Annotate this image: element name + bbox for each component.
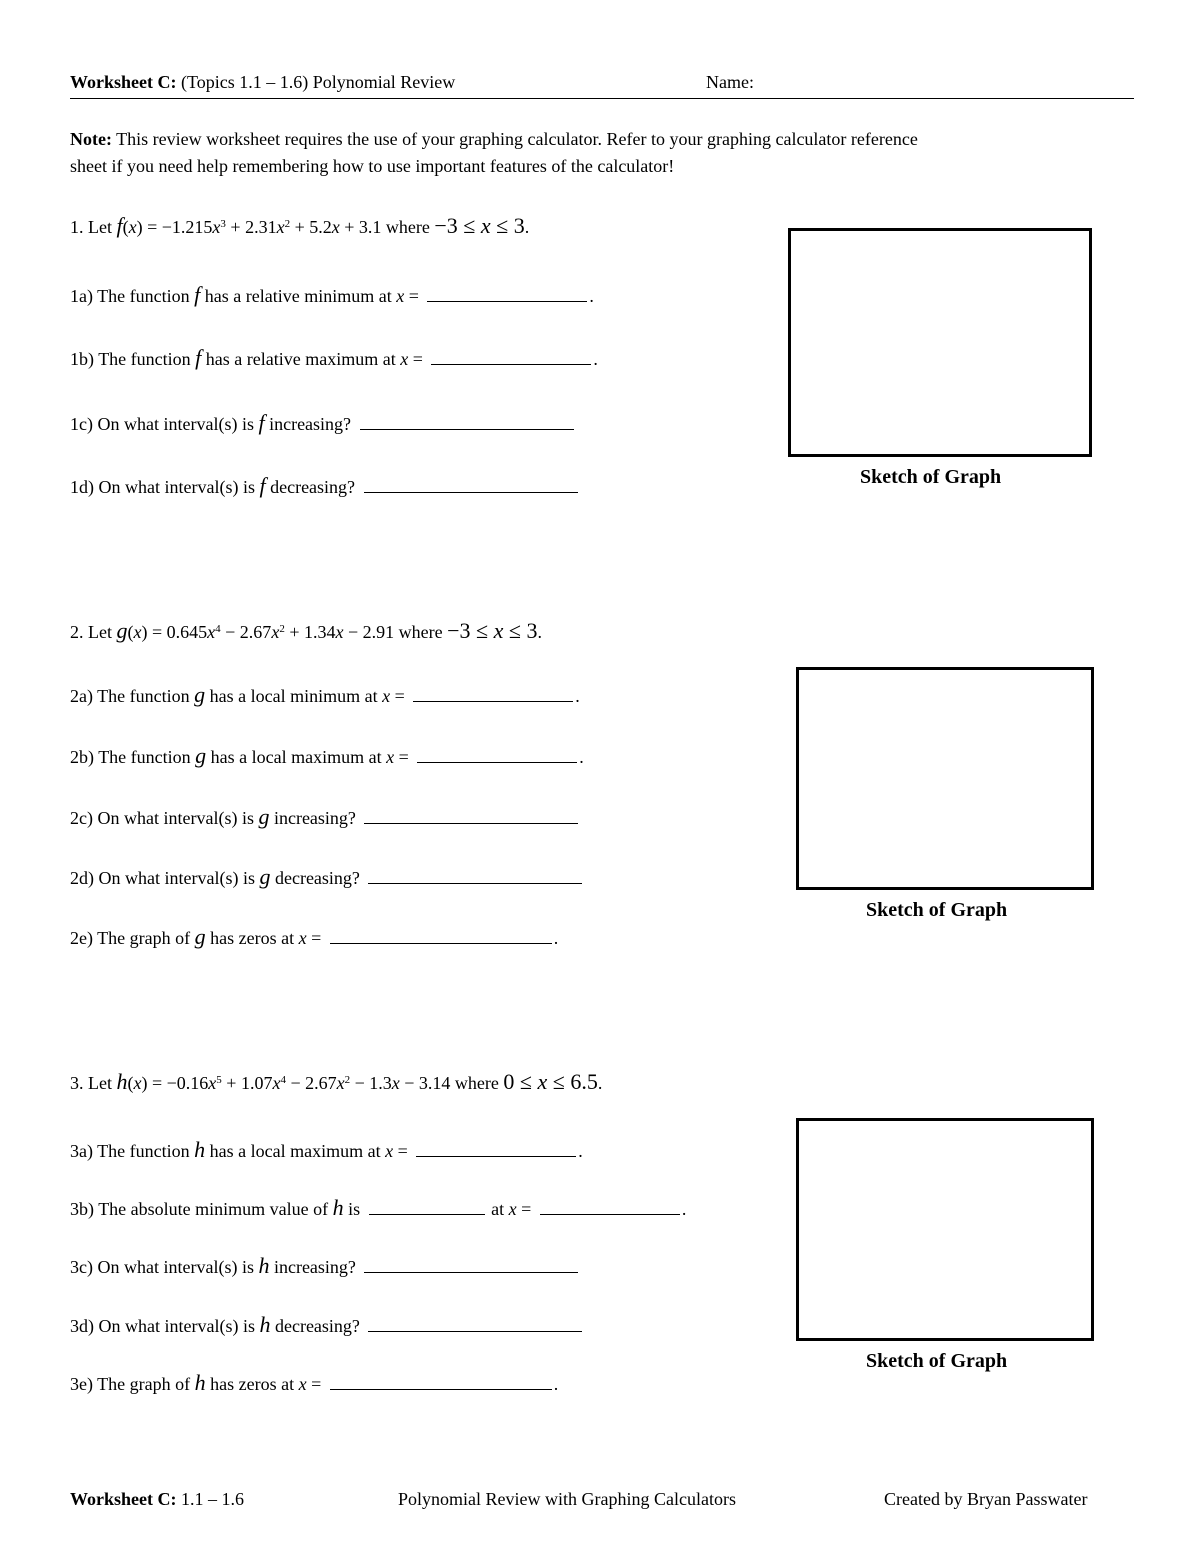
worksheet-title [70, 72, 455, 93]
note-line-1 [70, 129, 918, 150]
function-name: f [258, 410, 265, 435]
answer-blank-3b-value[interactable] [369, 1214, 485, 1215]
function-name: f [195, 345, 202, 370]
domain-upper: 6.5 [570, 1069, 598, 1094]
domain-lower: −3 [434, 213, 458, 238]
note-label: Note: [70, 129, 112, 149]
domain-upper: 3 [526, 618, 538, 643]
question-label: 1a) [70, 286, 93, 306]
question-text: On what interval(s) is [98, 1316, 255, 1336]
answer-blank-2a[interactable] [413, 701, 573, 702]
function-name: h [194, 1370, 206, 1395]
variable: x [298, 1374, 307, 1394]
equals-sign: = [412, 349, 423, 369]
domain-upper: 3 [513, 213, 525, 238]
answer-blank-2c[interactable] [364, 823, 578, 824]
answer-blank-3d[interactable] [368, 1331, 582, 1332]
question-text: The function [98, 747, 191, 767]
question-text: increasing? [273, 1257, 356, 1277]
answer-blank-1d[interactable] [364, 492, 578, 493]
where-word: where [454, 1073, 499, 1093]
function-name: h [259, 1312, 271, 1337]
equals-sign: = [521, 1199, 532, 1219]
question-text: On what interval(s) is [98, 477, 255, 497]
variable: x [508, 1199, 517, 1219]
question-3d [70, 1312, 584, 1338]
function-name: h [194, 1137, 206, 1162]
function-name: f [116, 213, 123, 238]
question-text: has a local minimum at [209, 686, 378, 706]
let-word: Let [88, 217, 112, 237]
function-name: g [116, 618, 128, 643]
footer-topics: 1.1 – 1.6 [181, 1489, 244, 1509]
question-text: The function [97, 686, 190, 706]
answer-blank-2b[interactable] [417, 762, 577, 763]
question-text: decreasing? [270, 477, 356, 497]
function-name: g [195, 743, 207, 768]
answer-blank-1c[interactable] [360, 429, 574, 430]
function-name: h [116, 1069, 128, 1094]
worksheet-title-label: Worksheet C: [70, 72, 177, 92]
question-1a: 1a) The function f has a relative minimum at x = . [70, 282, 594, 307]
question-text: has a local maximum at [210, 747, 382, 767]
question-text: The graph of [97, 1374, 191, 1394]
note-text-1: This review worksheet requires the use of your graphing calculator. Refer to your graphing calculator reference [116, 129, 918, 149]
question-text: increasing? [273, 808, 356, 828]
question-text: The function [97, 286, 190, 306]
question-1c [70, 410, 576, 436]
footer-worksheet-label: Worksheet C: [70, 1489, 177, 1509]
where-word: where [398, 622, 443, 642]
question-text: On what interval(s) is [97, 414, 254, 434]
function-name: g [258, 804, 270, 829]
question-text: has a relative maximum at [205, 349, 396, 369]
answer-blank-1a[interactable] [427, 301, 587, 302]
footer-right: Created by Bryan Passwater [884, 1489, 1088, 1509]
variable: x [386, 747, 395, 767]
question-2d [70, 864, 584, 890]
answer-blank-3e[interactable] [330, 1389, 552, 1390]
answer-blank-3c[interactable] [364, 1272, 578, 1273]
question-text: decreasing? [274, 1316, 360, 1336]
question-2b: 2b) The function g has a local maximum at x = . [70, 743, 584, 768]
question-2c [70, 804, 580, 830]
function-name: g [259, 864, 271, 889]
question-label: 1d) [70, 477, 94, 497]
question-text: The function [97, 1141, 190, 1161]
question-label: 3e) [70, 1374, 93, 1394]
equals-sign: = [408, 286, 419, 306]
domain-lower: −3 [447, 618, 471, 643]
variable: x [396, 286, 405, 306]
problem-1-statement: 1. Let $f(x) = -1.215x^3 + 2.31x^2 + 5.2x + 3.1$ where −3 ≤ x ≤ 3. [70, 213, 530, 238]
question-text: The function [98, 349, 191, 369]
question-text: at [491, 1199, 505, 1219]
question-text: The absolute minimum value of [98, 1199, 329, 1219]
question-text: has zeros at [210, 928, 295, 948]
question-label: 1b) [70, 349, 94, 369]
problem-number: 2. [70, 622, 84, 642]
function-name: h [332, 1195, 344, 1220]
question-text: On what interval(s) is [97, 808, 254, 828]
answer-blank-2e[interactable] [330, 943, 552, 944]
problem-3-statement: 3. Let $h(x) = -0.16x^5 + 1.07x^4 - 2.67x^2 - 1.3x - 3.14$ where 0 ≤ x ≤ 6.5. [70, 1069, 603, 1094]
question-label: 2b) [70, 747, 94, 767]
problem-number: 1. [70, 217, 84, 237]
graph-sketch-box-2[interactable] [796, 667, 1094, 890]
question-text: On what interval(s) is [98, 868, 255, 888]
equals-sign: = [311, 928, 322, 948]
graph-sketch-box-1[interactable] [788, 228, 1092, 457]
question-label: 3a) [70, 1141, 93, 1161]
question-label: 2c) [70, 808, 93, 828]
problem-number: 3. [70, 1073, 84, 1093]
name-label: Name: [706, 72, 754, 92]
question-text: has zeros at [210, 1374, 295, 1394]
question-1b: 1b) The function f has a relative maximum at x = . [70, 345, 598, 370]
answer-blank-1b[interactable] [431, 364, 591, 365]
question-label: 3c) [70, 1257, 93, 1277]
question-label: 1c) [70, 414, 93, 434]
function-name: f [194, 282, 201, 307]
question-label: 2d) [70, 868, 94, 888]
footer-left [70, 1489, 244, 1510]
variable: x [133, 1073, 142, 1093]
question-text: has a relative minimum at [204, 286, 392, 306]
footer-center: Polynomial Review with Graphing Calculators [398, 1489, 736, 1509]
question-text: has a local maximum at [209, 1141, 381, 1161]
question-2e: 2e) The graph of g has zeros at x = . [70, 924, 559, 949]
variable: x [128, 217, 137, 237]
let-word: Let [88, 622, 112, 642]
equals-sign: = [311, 1374, 322, 1394]
variable: x [385, 1141, 394, 1161]
equals-sign: = [398, 747, 409, 767]
problem-2-statement: 2. Let $g(x) = 0.645x^4 - 2.67x^2 + 1.34x - 2.91$ where −3 ≤ x ≤ 3. [70, 618, 542, 643]
question-text: On what interval(s) is [97, 1257, 254, 1277]
function-name: g [194, 924, 206, 949]
function-name: f [259, 473, 266, 498]
answer-blank-3b-x[interactable] [540, 1214, 680, 1215]
question-2a: 2a) The function g has a local minimum at x = . [70, 682, 580, 707]
answer-blank-2d[interactable] [368, 883, 582, 884]
question-text: increasing? [269, 414, 352, 434]
question-3e: 3e) The graph of h has zeros at x = . [70, 1370, 559, 1395]
function-name: g [194, 682, 206, 707]
equals-sign: = [394, 686, 405, 706]
question-label: 3d) [70, 1316, 94, 1336]
let-word: Let [88, 1073, 112, 1093]
worksheet-topics: (Topics 1.1 – 1.6) Polynomial Review [181, 72, 456, 92]
function-name: h [258, 1253, 270, 1278]
graph-caption-3: Sketch of Graph [866, 1350, 1008, 1372]
question-3a: 3a) The function h has a local maximum at x = . [70, 1137, 583, 1162]
variable: x [133, 622, 142, 642]
question-text: decreasing? [274, 868, 360, 888]
variable: x [400, 349, 409, 369]
equals-sign: = [397, 1141, 408, 1161]
question-label: 2e) [70, 928, 93, 948]
answer-blank-3a[interactable] [416, 1156, 576, 1157]
question-label: 3b) [70, 1199, 94, 1219]
header-rule [70, 98, 1134, 99]
question-text: The graph of [97, 928, 191, 948]
graph-caption-2: Sketch of Graph [866, 899, 1008, 921]
where-word: where [385, 217, 430, 237]
question-3b: 3b) The absolute minimum value of h is at x = . [70, 1195, 687, 1220]
question-1d [70, 473, 580, 499]
note-line-2: sheet if you need help remembering how to use important features of the calculator! [70, 156, 675, 176]
graph-sketch-box-3[interactable] [796, 1118, 1094, 1341]
domain-lower: 0 [503, 1069, 515, 1094]
variable: x [298, 928, 307, 948]
graph-caption-1: Sketch of Graph [860, 466, 1002, 488]
question-text: is [348, 1199, 361, 1219]
variable: x [382, 686, 391, 706]
question-label: 2a) [70, 686, 93, 706]
question-3c [70, 1253, 580, 1279]
